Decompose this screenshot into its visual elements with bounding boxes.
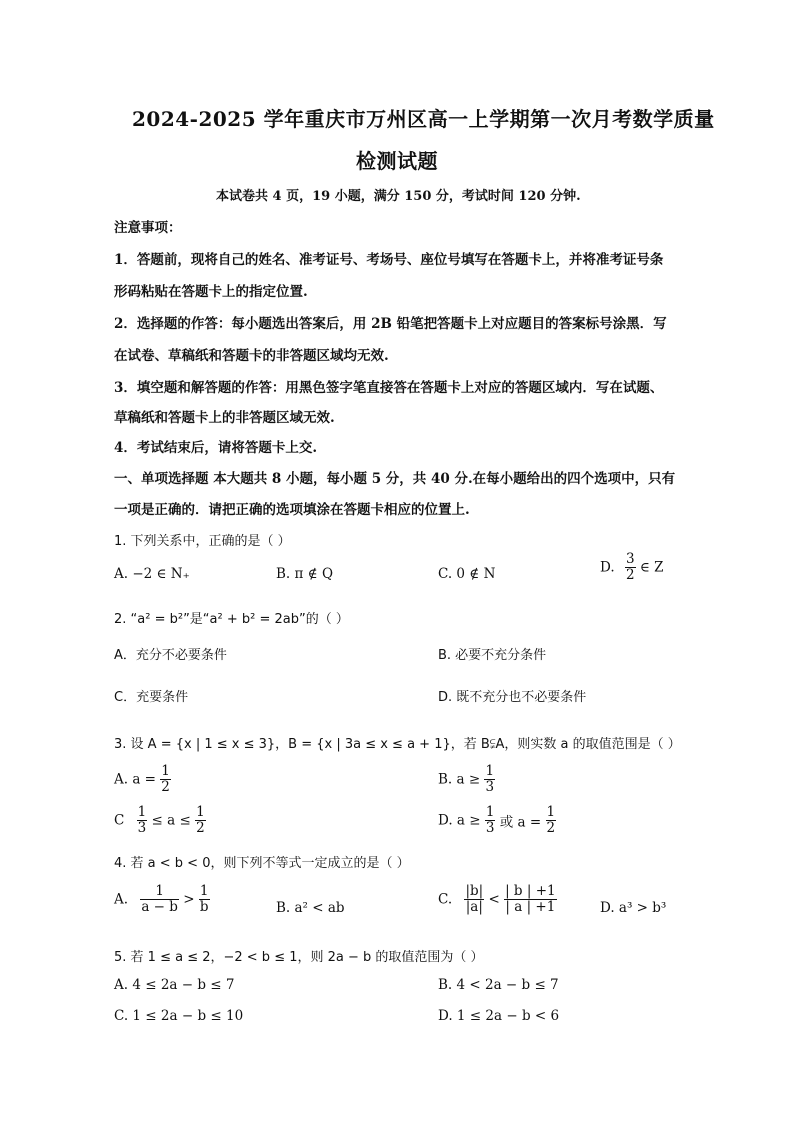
q3-option-d: D. a ≥ $\frac{1}{3}$ 或 a = $\frac{1}{2}$ (438, 804, 556, 836)
q2-stem: 2. “a² = b²”是“a² + b² = 2ab”的（ ） (114, 612, 349, 627)
q4-option-b: B. a² < ab (276, 900, 345, 916)
q3-option-a: A. a = $\frac{1}{2}$ (114, 763, 170, 795)
note-1-line2: 形码粘贴在答题卡上的指定位置. (114, 284, 308, 300)
section-1-line1: 一、单项选择题 本大题共 8 小题，每小题 5 分，共 40 分.在每小题给出的四个选项中，只有 (114, 471, 676, 487)
q5-stem: 5. 若 1 ≤ a ≤ 2，−2 < b ≤ 1，则 2a − b 的取值范围为（ ） (114, 950, 484, 965)
q4-option-d: D. a³ > b³ (600, 900, 667, 916)
note-3-line1: 3．填空题和解答题的作答：用黑色签字笔直接答在答题卡上对应的答题区域内．写在试题、 (114, 380, 664, 396)
q1-option-a: A. −2 ∈ N₊ (114, 566, 190, 582)
exam-info: 本试卷共 4 页，19 小题，满分 150 分，考试时间 120 分钟. (216, 189, 581, 204)
q3-stem: 3. 设 A = {x | 1 ≤ x ≤ 3}，B = {x | 3a ≤ x ≤ a + 1}，若 B⫋A，则实数 a 的取值范围是（ ） (114, 737, 681, 752)
q1-option-c: C. 0 ∉ N (438, 566, 496, 582)
q2-option-d: D. 既不充分也不必要条件 (438, 690, 587, 705)
q3-option-c: C $\frac{1}{3}$ ≤ a ≤ $\frac{1}{2}$ (114, 804, 205, 836)
note-2-line2: 在试卷、草稿纸和答题卡的非答题区域均无效. (114, 348, 389, 364)
q4-option-c: C. $\frac{|b|}{|a|}$ < $\frac{| b | +1}{| a | +1}$ (438, 883, 556, 915)
note-1-line1: 1．答题前，现将自己的姓名、准考证号、考场号、座位号填写在答题卡上，并将准考证号条 (114, 252, 664, 268)
q5-option-c: C. 1 ≤ 2a − b ≤ 10 (114, 1008, 244, 1024)
note-3-line2: 草稿纸和答题卡上的非答题区域无效. (114, 410, 335, 426)
notes-heading: 注意事项： (114, 220, 182, 236)
q4-option-a: A. $\frac{1}{a - b}$ > $\frac{1}{b}$ (114, 883, 209, 915)
q5-option-a: A. 4 ≤ 2a − b ≤ 7 (114, 977, 235, 993)
q1-stem: 1. 下列关系中，正确的是（ ） (114, 534, 291, 549)
q1-option-b: B. π ∉ Q (276, 566, 334, 582)
page-title-line1: 2024-2025 学年重庆市万州区高一上学期第一次月考数学质量 (132, 107, 715, 131)
q5-option-b: B. 4 < 2a − b ≤ 7 (438, 977, 559, 993)
q4-stem: 4. 若 a < b < 0，则下列不等式一定成立的是（ ） (114, 856, 410, 871)
note-2-line1: 2．选择题的作答：每小题选出答案后，用 2B 铅笔把答题卡上对应题目的答案标号涂黑．写 (114, 316, 667, 332)
q1-option-d: D. $\frac{3}{2}$ ∈ Z (600, 551, 664, 583)
page-title-line2: 检测试题 (356, 149, 438, 173)
note-4: 4．考试结束后，请将答题卡上交. (114, 440, 318, 456)
section-1-line2: 一项是正确的．请把正确的选项填涂在答题卡相应的位置上. (114, 502, 470, 518)
q2-option-c: C．充要条件 (114, 690, 189, 705)
q2-option-a: A．充分不必要条件 (114, 648, 227, 663)
q5-option-d: D. 1 ≤ 2a − b < 6 (438, 1008, 560, 1024)
q3-option-b: B. a ≥ $\frac{1}{3}$ (438, 763, 495, 795)
q2-option-b: B. 必要不充分条件 (438, 648, 547, 663)
